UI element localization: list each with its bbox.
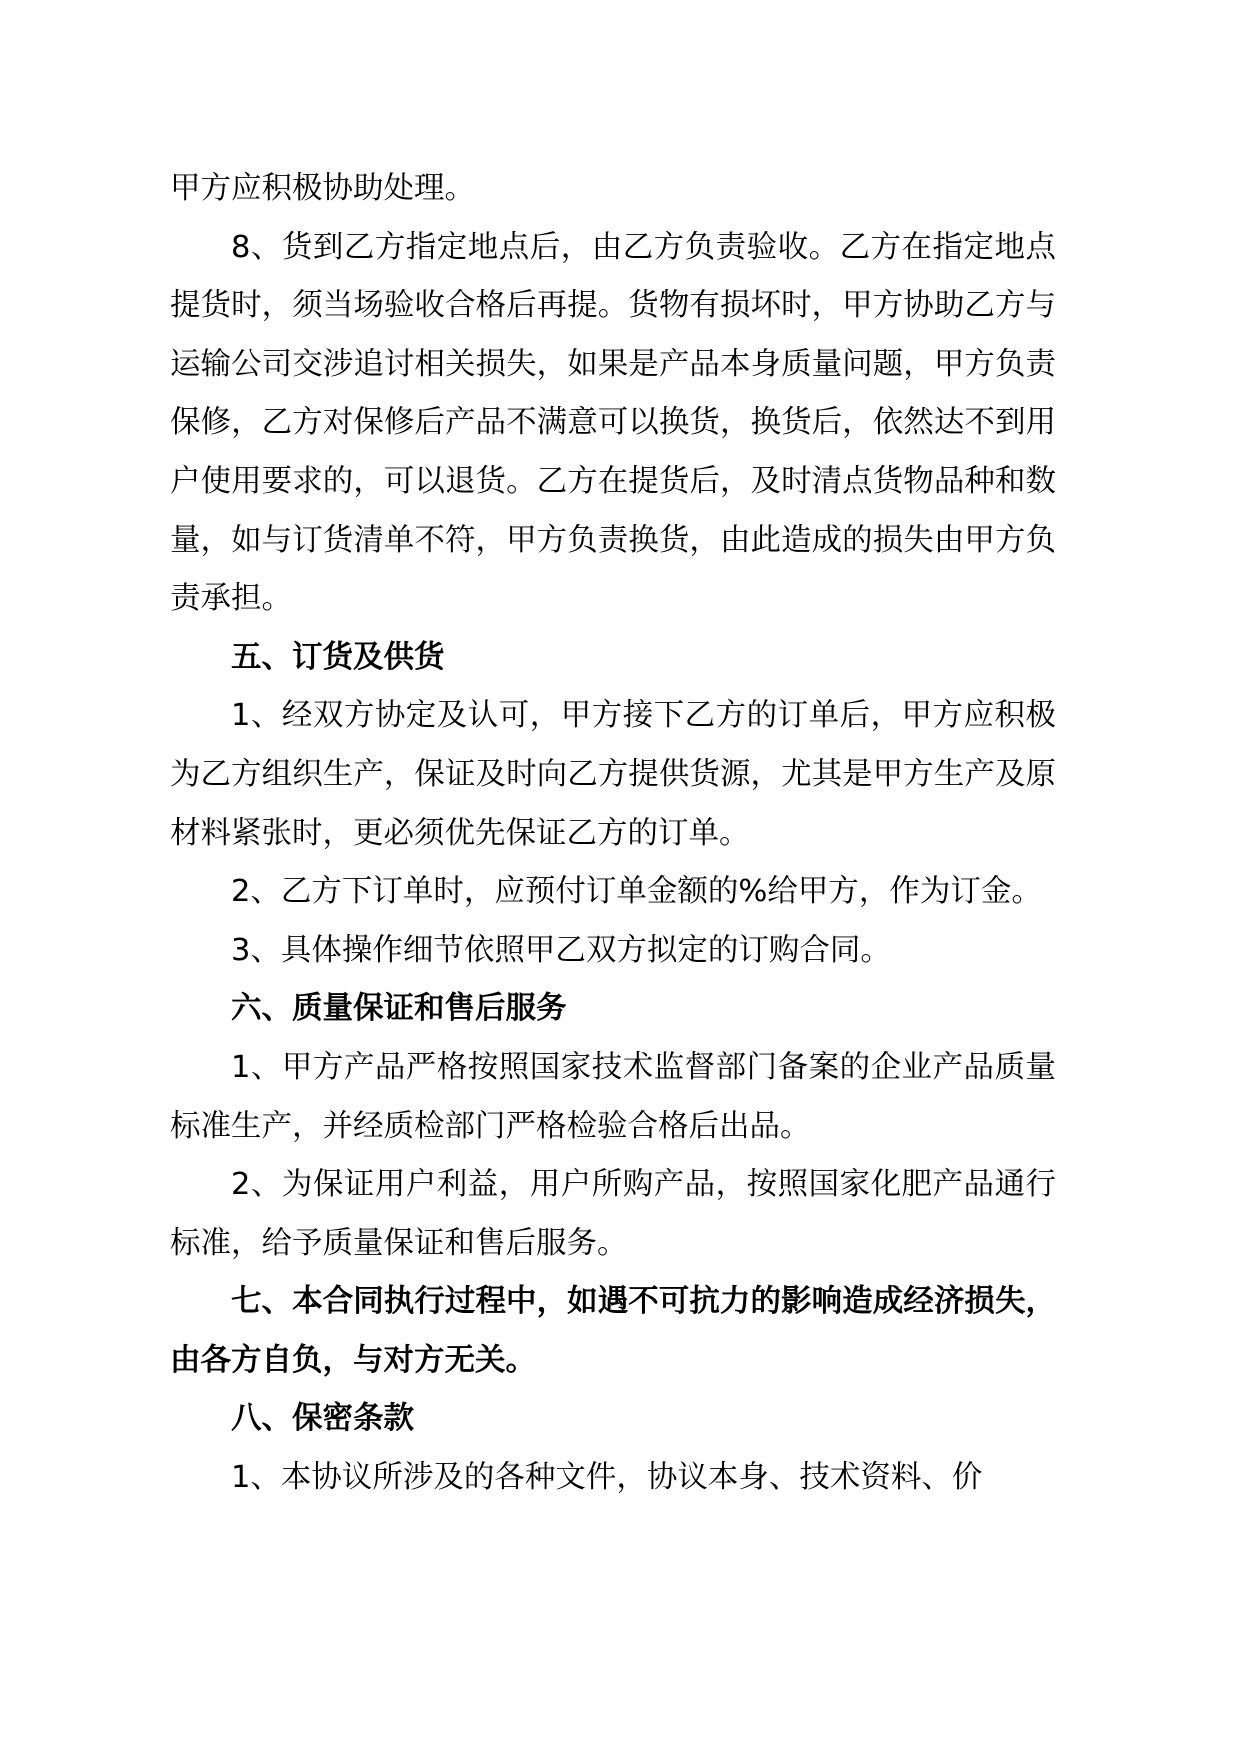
section-heading-6: 六、质量保证和售后服务	[231, 991, 567, 1027]
section-heading-5: 五、订货及供货	[231, 639, 445, 675]
paragraph-5-1: 1、经双方协定及认可，甲方接下乙方的订单后，甲方应积极为乙方组织生产，保证及时向乙方提供货源，尤其是甲方生产及原材料紧张时，更必须优先保证乙方的订单。	[170, 698, 1056, 851]
paragraph-5-2: 2、乙方下订单时，应预付订单金额的%给甲方，作为订金。	[231, 874, 1042, 910]
section-heading-7: 七、本合同执行过程中，如遇不可抗力的影响造成经济损失，由各方自负，与对方无关。	[170, 1284, 1056, 1378]
contract-body	[170, 160, 1056, 1508]
paragraph-6-2: 2、为保证用户利益，用户所购产品，按照国家化肥产品通行标准，给予质量保证和售后服务。	[170, 1167, 1056, 1261]
paragraph-5-3: 3、具体操作细节依照甲乙双方拟定的订购合同。	[231, 932, 891, 968]
section-heading-8: 八、保密条款	[231, 1401, 414, 1437]
paragraph-8-1: 1、本协议所涉及的各种文件，协议本身、技术资料、价	[231, 1460, 983, 1496]
paragraph-clause-8: 8、货到乙方指定地点后，由乙方负责验收。乙方在指定地点提货时，须当场验收合格后再提。货物有损坏时，甲方协助乙方与运输公司交涉追讨相关损失，如果是产品本身质量问题，甲方负责保修，乙方对保修后产品不满意可以换货，换货后，依然达不到用户使用要求的，可以退货。乙方在提货后，及时清点货物品种和数量，如与订货清单不符，甲方负责换货，由此造成的损失由甲方负责承担。	[170, 229, 1056, 617]
paragraph-6-1: 1、甲方产品严格按照国家技术监督部门备案的企业产品质量标准生产，并经质检部门严格检验合格后出品。	[170, 1049, 1056, 1144]
paragraph-continuation: 甲方应积极协助处理。	[170, 171, 475, 206]
